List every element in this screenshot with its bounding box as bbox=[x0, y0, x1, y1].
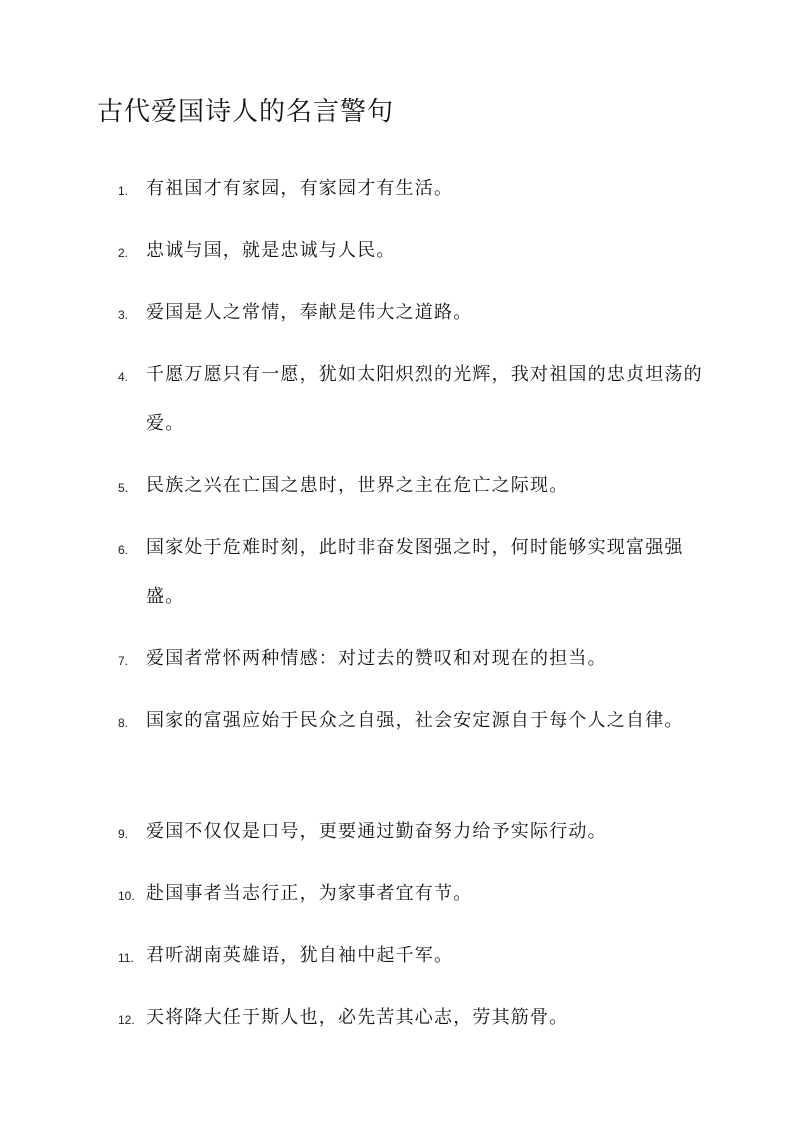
list-item-text: 天将降大任于斯人也，必先苦其心志，劳其筋骨。 bbox=[146, 1007, 569, 1028]
list-item-number: 9. bbox=[118, 827, 129, 841]
list-item-number: 7. bbox=[118, 654, 129, 668]
list-item-text: 爱国不仅仅是口号，更要通过勤奋努力给予实际行动。 bbox=[146, 821, 607, 842]
list-item-text: 赴国事者当志行正，为家事者宜有节。 bbox=[146, 883, 473, 904]
list-item-text: 国家处于危难时刻，此时非奋发图强之时，何时能够实现富强强盛。 bbox=[146, 537, 684, 607]
list-item-number: 12. bbox=[118, 1013, 135, 1027]
list-item-number: 4. bbox=[118, 370, 129, 384]
list-item-text: 忠诚与国，就是忠诚与人民。 bbox=[146, 240, 396, 261]
list-item-text: 有祖国才有家园，有家园才有生活。 bbox=[146, 178, 454, 199]
list-item-text: 千愿万愿只有一愿，犹如太阳炽烈的光辉，我对祖国的忠贞坦荡的爱。 bbox=[146, 364, 703, 434]
list-item-number: 10. bbox=[118, 889, 135, 903]
list-item-number: 11. bbox=[118, 951, 134, 965]
list-item-number: 2. bbox=[118, 246, 129, 260]
list-item-number: 6. bbox=[118, 543, 129, 557]
list-item-text: 国家的富强应始于民众之自强，社会安定源自于每个人之自律。 bbox=[146, 710, 684, 731]
list-item-text: 民族之兴在亡国之患时，世界之主在危亡之际现。 bbox=[146, 475, 569, 496]
list-item-number: 1. bbox=[118, 184, 129, 198]
list-item-number: 5. bbox=[118, 481, 129, 495]
page-title: 古代爱国诗人的名言警句 bbox=[97, 97, 395, 127]
list-item-text: 君听湖南英雄语，犹自袖中起千军。 bbox=[146, 945, 454, 966]
list-item-number: 8. bbox=[118, 716, 129, 730]
list-item-text: 爱国者常怀两种情感：对过去的赞叹和对现在的担当。 bbox=[146, 648, 607, 669]
list-item-text: 爱国是人之常情，奉献是伟大之道路。 bbox=[146, 302, 473, 323]
list-item-number: 3. bbox=[118, 308, 129, 322]
